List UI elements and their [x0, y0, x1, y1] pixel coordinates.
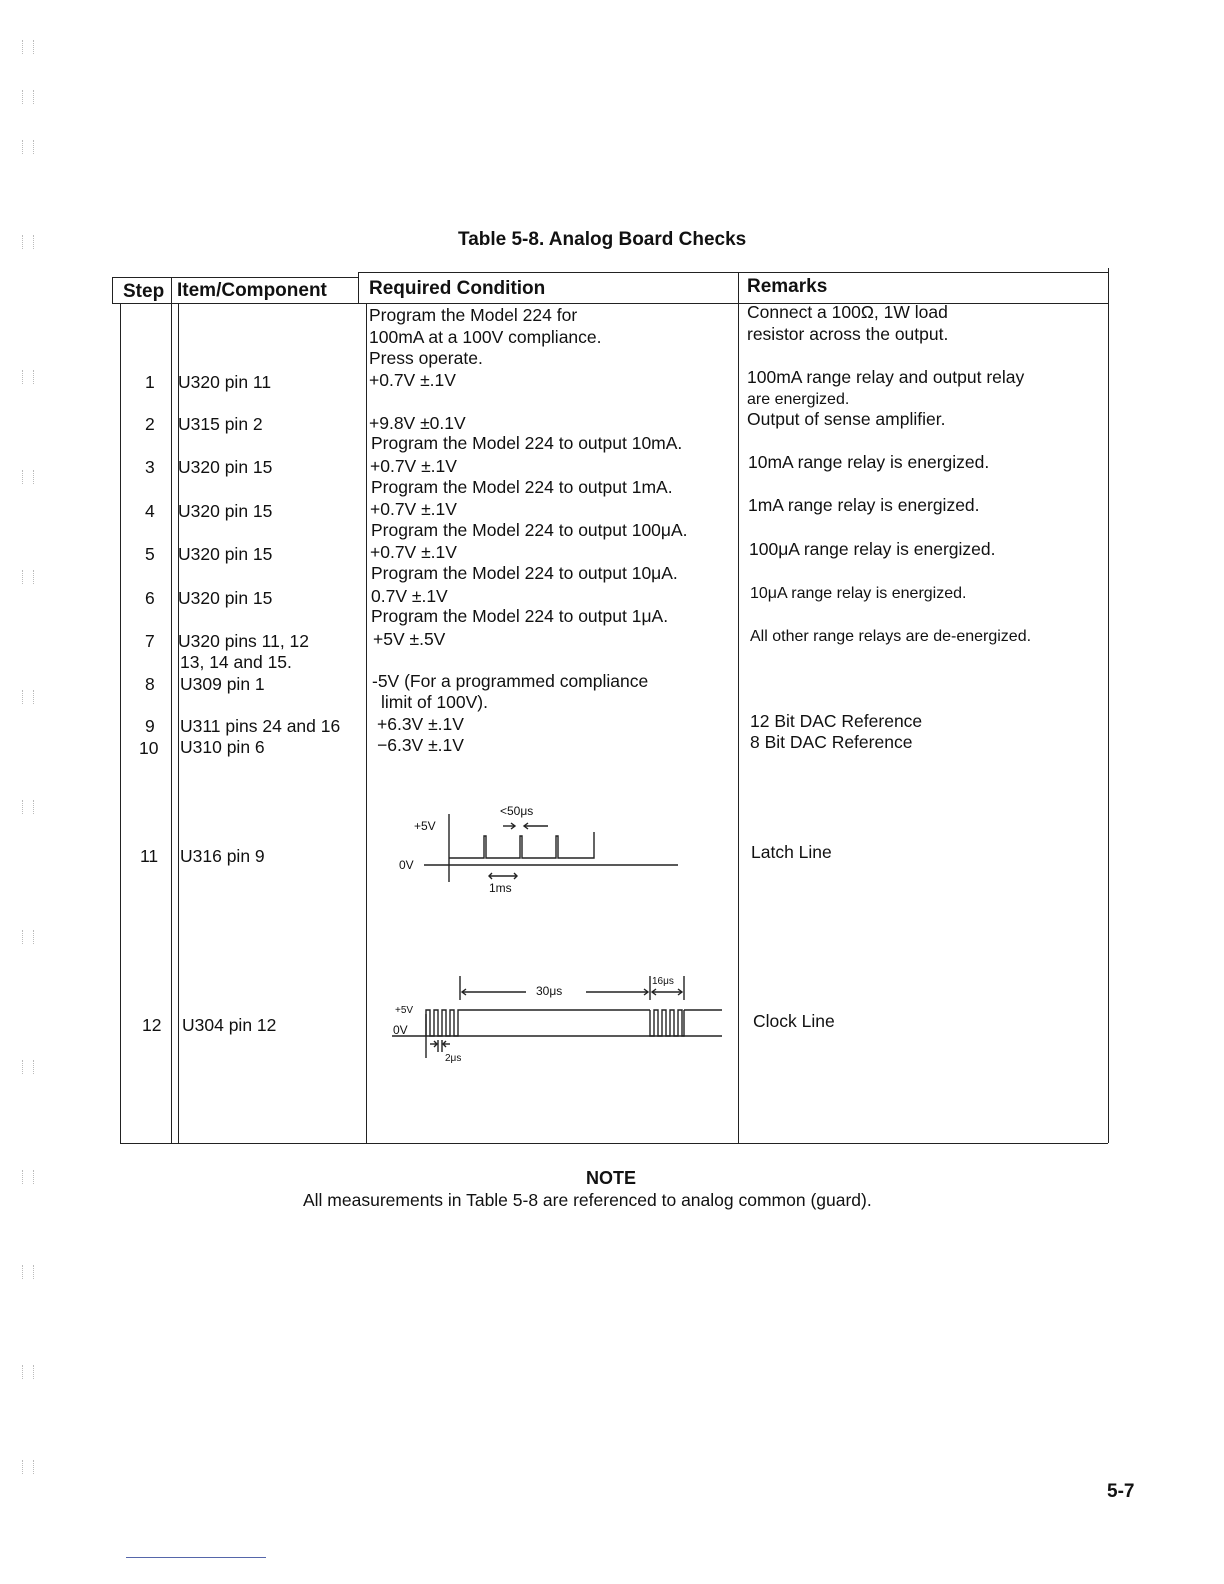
condition-text: +0.7V ±.1V: [369, 370, 456, 390]
item-text: U320 pin 15: [178, 457, 273, 477]
condition-text: Program the Model 224 to output 10mA.: [371, 433, 683, 453]
condition-text: +9.8V ±0.1V: [369, 413, 466, 433]
condition-text: Program the Model 224 to output 10μA.: [371, 563, 678, 583]
step-number: 5: [145, 544, 155, 564]
condition-text: -5V (For a programmed compliance: [372, 671, 649, 691]
scan-bottom-rule: [126, 1557, 266, 1558]
latch-plus5v-label: +5V: [414, 819, 436, 833]
condition-text: limit of 100V).: [381, 692, 488, 712]
remarks-text: 12 Bit DAC Reference: [750, 711, 923, 731]
remarks-text: 10mA range relay is energized.: [748, 452, 990, 472]
condition-text: Program the Model 224 for: [369, 305, 578, 325]
item-text: U320 pin 15: [178, 544, 273, 564]
remarks-text: Latch Line: [751, 842, 832, 862]
step-number: 3: [145, 457, 155, 477]
condition-text: 0.7V ±.1V: [371, 586, 448, 606]
item-text: U316 pin 9: [180, 846, 265, 866]
latch-period-label: 1ms: [489, 881, 512, 895]
remarks-text: 100μA range relay is energized.: [749, 539, 996, 559]
condition-text: 100mA at a 100V compliance.: [369, 327, 602, 347]
remarks-text: Connect a 100Ω, 1W load: [747, 302, 948, 322]
clock-0v-label: 0V: [393, 1023, 408, 1037]
remarks-text: 10μA range relay is energized.: [750, 585, 967, 602]
item-text: U320 pin 11: [178, 372, 272, 392]
table-title: Table 5-8. Analog Board Checks: [458, 229, 747, 250]
item-text: 13, 14 and 15.: [180, 652, 292, 672]
condition-text: +6.3V ±.1V: [377, 714, 464, 734]
step-number: 11: [140, 846, 159, 866]
item-text: U320 pin 15: [178, 588, 273, 608]
item-text: U309 pin 1: [180, 674, 265, 694]
item-text: U310 pin 6: [180, 737, 265, 757]
clock-plus5v-label: +5V: [395, 1005, 414, 1016]
latch-line-waveform: [390, 800, 690, 900]
step-number: 2: [145, 414, 155, 434]
condition-text: Press operate.: [369, 348, 483, 368]
remarks-text: are energized.: [747, 391, 850, 408]
step-number: 10: [139, 738, 159, 758]
step-number: 1: [145, 372, 155, 392]
latch-pulse-width-label: <50μs: [500, 804, 534, 818]
step-number: 7: [145, 631, 155, 651]
condition-text: +0.7V ±.1V: [370, 499, 457, 519]
remarks-text: 1mA range relay is energized.: [748, 495, 980, 515]
condition-text: −6.3V ±.1V: [377, 735, 464, 755]
header-item: Item/Component: [177, 280, 327, 301]
item-text: U315 pin 2: [178, 414, 263, 434]
remarks-text: Output of sense amplifier.: [747, 409, 946, 429]
note-body: All measurements in Table 5-8 are referenced to analog common (guard).: [303, 1190, 872, 1210]
condition-text: Program the Model 224 to output 100μA.: [371, 520, 688, 540]
page-number: 5-7: [1107, 1481, 1135, 1502]
step-number: 4: [145, 501, 155, 521]
condition-text: Program the Model 224 to output 1μA.: [371, 606, 669, 626]
remarks-text: Clock Line: [753, 1011, 835, 1031]
header-step: Step: [123, 281, 165, 302]
condition-text: +5V ±.5V: [373, 629, 446, 649]
note-title: NOTE: [586, 1168, 637, 1188]
item-text: U311 pins 24 and 16: [180, 716, 341, 736]
item-text: U304 pin 12: [182, 1015, 277, 1035]
header-condition: Required Condition: [369, 278, 546, 299]
condition-text: +0.7V ±.1V: [370, 456, 457, 476]
remarks-text: resistor across the output.: [747, 324, 949, 344]
condition-text: +0.7V ±.1V: [370, 542, 457, 562]
step-number: 6: [145, 588, 155, 608]
item-text: U320 pins 11, 12: [178, 631, 310, 651]
remarks-text: 100mA range relay and output relay: [747, 367, 1025, 387]
latch-0v-label: 0V: [399, 858, 414, 872]
remarks-text: 8 Bit DAC Reference: [750, 732, 913, 752]
step-number: 8: [145, 674, 155, 694]
item-text: U320 pin 15: [178, 501, 273, 521]
step-number: 12: [142, 1015, 162, 1035]
clock-burst-label: 16μs: [652, 976, 674, 987]
step-number: 9: [145, 716, 155, 736]
header-remarks: Remarks: [747, 276, 828, 297]
condition-text: Program the Model 224 to output 1mA.: [371, 477, 673, 497]
clock-pulse-label: 2μs: [445, 1053, 462, 1064]
clock-gap-label: 30μs: [536, 984, 563, 998]
remarks-text: All other range relays are de-energized.: [750, 628, 1032, 645]
